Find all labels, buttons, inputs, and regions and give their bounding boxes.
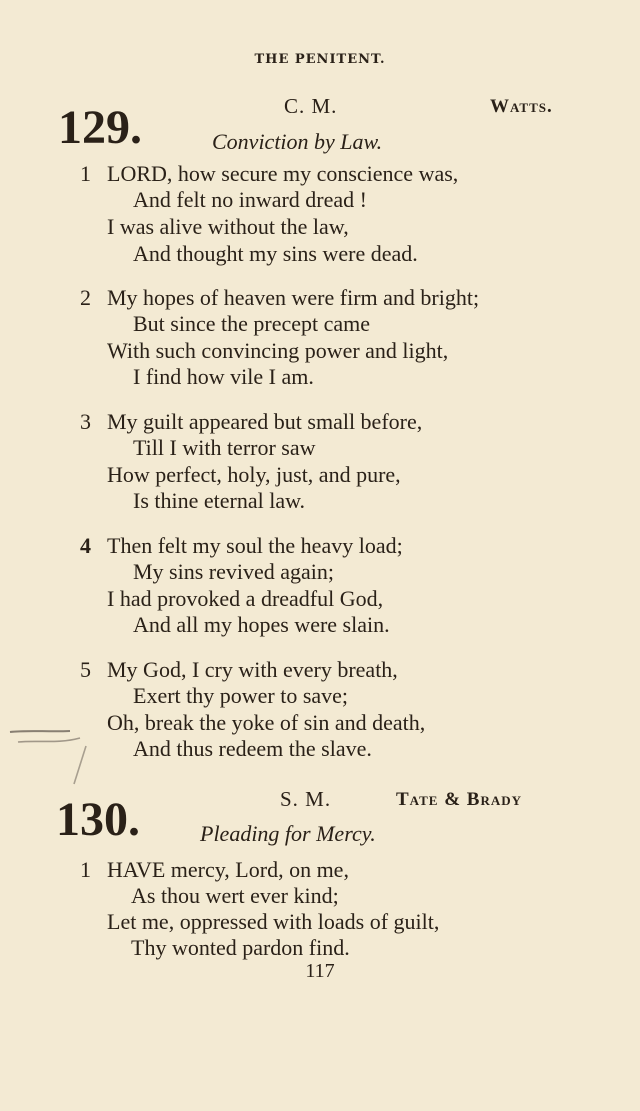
verse-line: HAVE mercy, Lord, on me, (107, 857, 349, 882)
verse-line: Till I with terror saw (133, 435, 316, 460)
verse-line: Then felt my soul the heavy load; (107, 533, 403, 558)
verse-number: 3 (80, 409, 91, 434)
verse-number: 1 (80, 857, 91, 882)
verse-line: With such convincing power and light, (107, 338, 449, 363)
hymn-number: 130. (56, 793, 140, 846)
verse-line: I find how vile I am. (133, 364, 314, 389)
verse-line: As thou wert ever kind; (131, 883, 339, 908)
page-number: 117 (305, 960, 335, 982)
verse-line: Oh, break the yoke of sin and death, (107, 710, 426, 735)
verse-number: 1 (80, 161, 91, 186)
verse-line: My guilt appeared but small before, (107, 409, 423, 434)
hymn-meter: S. M. (280, 787, 332, 811)
hymn-author: Watts. (490, 96, 553, 117)
verse-number: 4 (80, 533, 91, 558)
verse-line: And thus redeem the slave. (133, 736, 372, 761)
verse-line: Let me, oppressed with loads of guilt, (107, 909, 440, 934)
verse-line: But since the precept came (133, 311, 371, 336)
hymn-meter: C. M. (284, 94, 338, 118)
verse-line: Exert thy power to save; (133, 683, 349, 708)
verse-line: My God, I cry with every breath, (107, 657, 398, 682)
verse-line: And all my hopes were slain. (133, 612, 390, 637)
verse-line: LORD, how secure my conscience was, (107, 161, 459, 186)
hymn-subtitle: Conviction by Law. (212, 129, 383, 154)
verse-line: How perfect, holy, just, and pure, (107, 462, 401, 487)
verse-line: My hopes of heaven were firm and bright; (107, 285, 480, 310)
verse-line: Thy wonted pardon find. (131, 935, 350, 960)
verse-line: My sins revived again; (133, 559, 335, 584)
verse-line: I was alive without the law, (107, 214, 349, 239)
verse-number: 2 (80, 285, 91, 310)
verse-line: I had provoked a dreadful God, (107, 586, 384, 611)
hymn-subtitle: Pleading for Mercy. (200, 821, 376, 846)
hymn-number: 129. (58, 101, 142, 154)
hymn-author: Tate & Brady (396, 789, 522, 810)
verse-line: Is thine eternal law. (133, 488, 306, 513)
running-head: THE PENITENT. (254, 52, 386, 67)
verse-number: 5 (80, 657, 91, 682)
pencil-mark (8, 722, 118, 792)
verse-line: And felt no inward dread ! (133, 187, 367, 212)
verse-line: And thought my sins were dead. (133, 241, 418, 266)
